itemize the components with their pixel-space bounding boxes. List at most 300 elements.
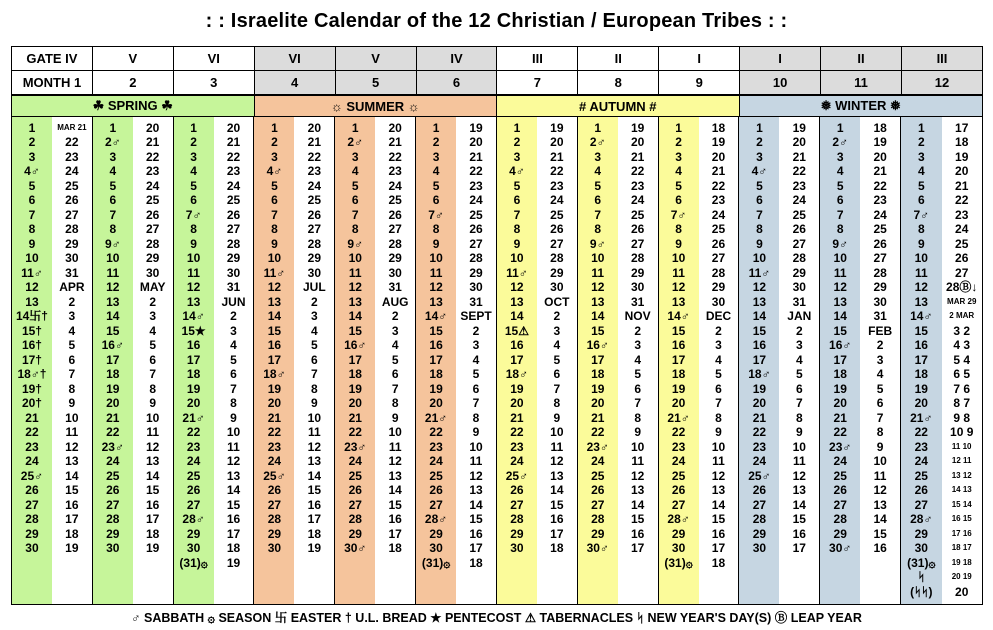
day-cell: 1 [594,121,602,135]
gate-cell: II [821,47,902,71]
day-cell: 22 [267,425,282,440]
day-cell: 5 [190,178,197,193]
day-cell: 7♂ [185,207,202,222]
day-cell: 15 [267,323,282,338]
day-cell: 10 [510,251,524,266]
date-cell: 27 [146,222,160,237]
day-cell: 14 [833,309,847,324]
date-cell: 9 8 [953,410,971,425]
day-cell: 13 [348,294,362,309]
date-cell: 3 [68,309,76,324]
day-cell: 27 [833,497,847,512]
gate-cell: V [92,47,173,71]
date-cell: 26 [469,222,483,237]
day-cell: 17 [833,352,847,367]
day-cell: 27 [25,497,39,512]
date-cell: 10 [469,439,483,454]
day-cell: 30 [914,541,928,556]
day-cell: 8 [675,222,682,237]
date-cell: 6 [149,352,157,367]
date-cell: 12 [873,483,887,498]
day-cell: 10 [671,251,686,266]
date-cell: 29 [550,265,564,280]
date-cell: 10 [307,410,322,425]
day-cell: 23 [752,439,767,454]
date-cell: 8 [391,396,399,411]
date-cell: 20 [873,149,887,164]
day-cell: 26 [914,483,928,498]
date-cell: 2 [715,323,722,338]
date-cell: 28Ⓑ↓ [946,280,978,295]
day-cell: 25 [833,468,847,483]
day-cell: 3 [836,149,844,164]
date-cell: 9 [230,410,237,425]
day-cell: 11♂ [263,265,286,280]
date-cell: MAR 29 [947,296,977,306]
day-cell: 18 [348,367,362,382]
day-cell: 16 [186,338,201,353]
date-cell: 10 [711,439,726,454]
date-cell: 16 [630,526,645,541]
day-cell: 21 [348,410,362,425]
date-cell: 7 [634,396,641,411]
date-cell: 14 [65,468,79,483]
day-cell: 5 [109,178,117,193]
date-cell: 20 [550,135,564,150]
date-cell: 17 [955,121,969,135]
date-cell: APR [59,280,85,295]
day-cell: 2 [190,135,197,150]
date-cell: 22 [873,178,887,193]
day-cell: 23 [671,439,686,454]
date-cell: OCT [544,294,570,309]
month-cell: 2 [92,71,173,95]
month-column [659,117,740,604]
date-cell: 2 [230,309,237,324]
day-cell: 24 [914,454,928,469]
date-cell: 5 [876,381,884,396]
date-cell: 8 [634,410,641,425]
day-cell: 29 [833,526,847,541]
date-cell: 6 [634,381,641,396]
date-cell: 21 [955,178,969,193]
date-cell: 22 [146,149,160,164]
day-cell: 10 [752,251,767,266]
gregorian-date-list [699,117,739,604]
date-cell: 28 [307,236,322,251]
date-cell: 3 [472,338,480,353]
gate-cell: I [740,47,821,71]
page-title: : : Israelite Calendar of the 12 Christian / European Tribes : : [205,10,788,32]
date-cell: 10 [65,410,79,425]
day-cell: 13 [25,294,39,309]
gregorian-date-list [537,117,577,604]
day-cell: 24 [833,454,847,469]
day-cell: 15 [429,323,443,338]
day-cell: 14♂ [667,309,690,324]
date-cell: 18 17 [951,543,972,553]
day-cell: 17 [752,352,767,367]
date-cell: 2 [876,338,884,353]
date-cell: 26 [226,207,241,222]
date-cell: 11 [792,454,806,469]
month-column [254,117,335,604]
date-cell: DEC [705,309,732,324]
day-cell: 26 [267,483,282,498]
day-cell: 28 [833,512,847,527]
date-cell: 10 [792,439,806,454]
day-cell: 27 [671,497,686,512]
date-cell: 14 [226,483,241,498]
date-cell: 19 [630,121,645,135]
day-cell: 25♂ [505,468,529,483]
date-cell: 3 2 [953,323,971,338]
date-cell: 17 [469,541,483,556]
day-cell: 12 [510,280,524,295]
day-cell: 1 [756,121,763,135]
day-cell: 20 [267,396,282,411]
day-cell: 4 [594,164,602,179]
date-cell: 22 [550,164,564,179]
day-cell: 6 [513,193,521,208]
date-cell: 13 [469,483,483,498]
day-cell: 7 [271,207,278,222]
day-cell: 20 [591,396,605,411]
date-cell: 29 [630,265,645,280]
date-cell: 3 [230,323,237,338]
israelite-day-list [12,117,52,604]
day-cell: 8 [432,222,440,237]
date-cell: 26 [146,207,160,222]
date-cell: 11 [65,425,79,440]
day-cell: 15 [833,323,847,338]
date-cell: 11 [631,454,644,469]
israelite-day-list [820,117,860,604]
date-cell: 4 [311,323,318,338]
date-cell: 28 [792,251,806,266]
season-spring: ☘ SPRING ☘ [12,96,255,116]
date-cell: 11 [388,439,402,454]
date-cell: 5 [472,367,480,382]
day-cell: 12 [25,280,39,295]
season-winter: ❅ WINTER ❅ [740,96,983,116]
date-cell: 16 [711,526,726,541]
date-cell: 17 [307,512,322,527]
date-cell: 15 [146,483,160,498]
day-cell: 2 [756,135,763,150]
date-cell: 21 [550,149,564,164]
date-cell: 22 [711,178,726,193]
day-cell: (31)۞ [421,555,451,570]
day-cell: 11♂ [506,265,528,280]
date-cell: 15 [630,512,645,527]
day-cell: 14♂ [424,309,448,324]
day-cell: 26 [348,483,362,498]
date-cell: 19 [955,149,969,164]
day-cell: 22 [833,425,847,440]
date-cell: 3 [311,309,318,324]
day-cell: 23 [914,439,928,454]
date-cell: 4 [795,352,803,367]
israelite-day-list [93,117,133,604]
day-cell: 5 [836,178,844,193]
day-cell: 11 [914,265,928,280]
date-cell: 24 [226,178,241,193]
day-cell: 29 [510,526,524,541]
gregorian-date-list [456,117,496,604]
day-cell: 27 [106,497,120,512]
day-cell: 15 [671,323,686,338]
date-cell: 28 [550,251,564,266]
month-column [416,117,497,604]
date-cell: 6 [230,367,237,382]
date-cell: 20 19 [951,572,972,582]
gate-cell: VI [254,47,335,71]
date-cell: 28 [711,265,726,280]
day-cell: 19 [348,381,362,396]
date-cell: 3 [715,338,722,353]
day-cell: 6 [594,193,602,208]
month-column [739,117,820,604]
date-cell: 25 [873,222,887,237]
day-cell: 7♂ [428,207,444,222]
day-cell: 19† [21,381,42,396]
month-column [820,117,901,604]
date-cell: AUG [381,294,409,309]
date-cell: 12 [711,468,726,483]
day-cell: 21 [510,410,524,425]
day-cell: 8 [109,222,117,237]
gregorian-date-list [779,117,819,604]
day-cell: 15★ [181,323,206,338]
day-cell: 24 [429,454,443,469]
day-cell: 10 [186,251,201,266]
day-cell: 21♂ [910,410,933,425]
date-cell: 8 [149,381,157,396]
day-cell: 14♂ [182,309,205,324]
date-cell: NOV [624,309,651,324]
gregorian-date-list [52,117,92,604]
day-cell: 28 [106,512,120,527]
date-cell: 29 [65,236,79,251]
day-cell: 14♂ [910,309,933,324]
day-cell: 9 [917,236,925,251]
date-cell: 25 [65,178,79,193]
date-cell: 18 [711,121,726,135]
date-cell: 24 [711,207,726,222]
day-cell: 9 [271,236,278,251]
day-cell: 4♂ [509,164,525,179]
day-cell: (31)۞ [179,555,208,570]
day-cell: 15 [106,323,120,338]
day-cell: 26 [429,483,443,498]
season-autumn: # AUTUMN # [497,96,740,116]
date-cell: 25 [550,207,564,222]
day-cell: 8 [594,222,602,237]
day-cell: 29 [106,526,120,541]
date-cell: 6 5 [953,367,971,382]
month-cell: 10 [740,71,821,95]
day-cell: 10 [833,251,847,266]
day-cell: 16♂ [101,338,124,353]
date-cell: 28 [469,251,483,266]
date-cell: 7 6 [953,381,971,396]
day-cell: 21♂ [424,410,448,425]
date-cell: 22 [792,164,806,179]
date-cell: 14 13 [951,485,972,495]
date-cell: 9 [391,410,399,425]
day-cell: ᛋ [917,570,925,585]
month-cell: 7 [497,71,578,95]
day-cell: 16 [671,338,686,353]
day-cell: 1 [836,121,844,135]
date-cell: 2 [795,323,803,338]
date-cell: 4 [876,367,884,382]
day-cell: 25 [671,468,686,483]
day-cell: 10 [591,251,605,266]
date-cell: JUN [221,294,246,309]
day-cell: 2 [271,135,278,150]
day-cell: 8 [836,222,844,237]
date-cell: 5 [230,352,237,367]
date-cell: 3 [391,323,399,338]
date-cell: 2 MAR [949,311,975,321]
date-cell: 12 11 [951,456,972,466]
day-cell: 26 [591,483,605,498]
date-cell: 19 18 [951,557,972,567]
day-cell: 3 [271,149,278,164]
date-cell: 19 [146,541,160,556]
day-cell: 27 [914,497,928,512]
date-cell: 3 [149,309,157,324]
day-cell: 1 [271,121,278,135]
day-cell: 5 [432,178,440,193]
day-cell: 12 [671,280,686,295]
day-cell: 29 [186,526,201,541]
date-cell: 30 [226,265,241,280]
date-cell: 26 [792,222,806,237]
day-cell: 24 [25,454,39,469]
day-cell: 12 [833,280,847,295]
date-cell: 22 [226,149,241,164]
date-cell: 15 [388,497,402,512]
date-cell: 21 [146,135,160,150]
day-cell: 18♂† [17,367,47,382]
date-cell: 4 [634,352,641,367]
day-cell: 11 [672,265,685,280]
date-cell: 4 [472,352,480,367]
day-cell: 27 [267,497,282,512]
date-cell: MAY [139,280,166,295]
date-cell: 14 [711,497,726,512]
day-cell: 15⚠ [504,323,529,338]
date-cell: 26 [711,236,726,251]
date-cell: 25 [630,207,645,222]
date-cell: 30 [307,265,322,280]
date-cell: 22 [469,164,483,179]
season-bar [11,95,983,117]
gregorian-date-list [214,117,254,604]
day-cell: 30 [106,541,120,556]
israelite-day-list [497,117,537,604]
date-cell: 9 [149,396,157,411]
date-cell: 27 [469,236,483,251]
legend: ♂ SABBATH ۞ SEASON 卐 EASTER † U.L. BREAD ★ PENTECOST ⚠ TABERNACLES ᛋ NEW YEAR'S DAY(S) Ⓑ LEAP YEAR [131,611,862,625]
date-cell: 29 [307,251,322,266]
day-cell: 9♂ [104,236,121,251]
day-cell: 16♂ [344,338,367,353]
date-cell: 7 [876,410,884,425]
date-cell: 26 [550,222,564,237]
day-cell: 26 [186,483,201,498]
day-cell: 11 [591,265,605,280]
day-cell: 18 [671,367,686,382]
date-cell: 21 [630,149,645,164]
date-cell: 17 [630,541,645,556]
date-cell: 17 [550,526,564,541]
day-cell: 19 [833,381,847,396]
day-cell: 28♂ [424,512,448,527]
day-cell: 16 [752,338,767,353]
day-cell: 20 [106,396,120,411]
day-cell: 7 [351,207,359,222]
date-cell: 5 [553,352,561,367]
day-cell: 13 [510,294,524,309]
gate-row [11,46,983,71]
day-cell: 26 [510,483,524,498]
date-cell: 31 [630,294,645,309]
day-cell: 15 [914,323,928,338]
date-cell: 8 [230,396,237,411]
date-cell: 9 [876,439,884,454]
date-cell: 5 [391,352,399,367]
day-cell: (ᛋᛋ) [910,584,933,599]
day-cell: 6 [28,193,36,208]
date-cell: 14 [469,497,483,512]
day-cell: 30 [267,541,282,556]
date-cell: 16 15 [951,514,972,524]
month-cell: 12 [901,71,982,95]
day-cell: 12 [106,280,120,295]
date-cell: 10 9 [950,425,974,440]
day-cell: 22 [752,425,767,440]
day-cell: 24 [267,454,282,469]
date-cell: 11 [146,425,160,440]
date-cell: 29 [146,251,160,266]
day-cell: 29 [914,526,928,541]
day-cell: 12 [348,280,362,295]
date-cell: 12 [550,454,564,469]
date-cell: 15 [65,483,79,498]
date-cell: 15 14 [951,499,972,509]
day-cell: 26 [752,483,767,498]
month-cell: 9 [659,71,740,95]
day-cell: 5 [917,178,925,193]
day-cell: 17 [186,352,201,367]
day-cell: 18 [591,367,605,382]
day-cell: 11♂ [21,265,43,280]
day-cell: 13 [671,294,686,309]
date-cell: 24 [469,193,483,208]
day-cell: 8 [513,222,521,237]
day-cell: 29 [348,526,362,541]
date-cell: 2 [68,294,76,309]
date-cell: 5 [634,367,641,382]
day-cell: 8 [190,222,197,237]
day-cell: 29 [752,526,767,541]
day-cell: 18 [914,367,928,382]
date-cell: 6 [311,352,318,367]
